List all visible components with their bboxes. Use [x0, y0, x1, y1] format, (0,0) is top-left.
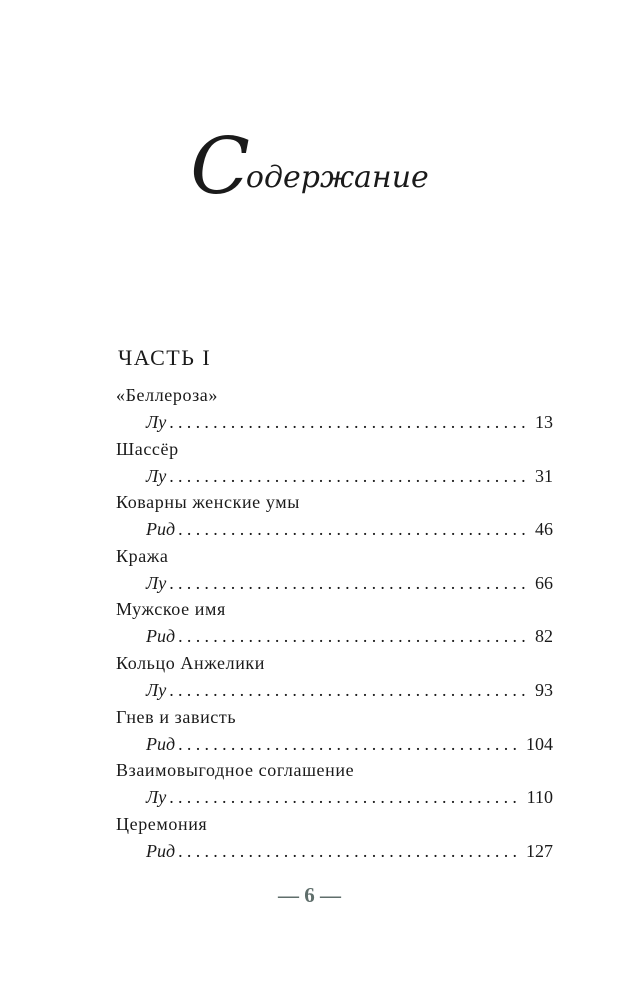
toc-entry — [116, 490, 553, 544]
narrator-name: Лу — [146, 572, 167, 593]
toc-entry — [116, 544, 553, 598]
narrator-name: Лу — [146, 465, 167, 486]
narrator-name: Рид — [146, 840, 176, 861]
chapter-line — [146, 623, 553, 649]
chapter-line — [146, 409, 553, 435]
chapter-line — [146, 677, 553, 703]
chapter-title: Коварны женские умы — [116, 492, 300, 513]
chapter-title: Кража — [116, 545, 169, 566]
page-folio: — 6 — — [278, 883, 341, 907]
page-title — [0, 122, 619, 212]
page-number: 104 — [526, 733, 553, 754]
page-number: 93 — [535, 679, 553, 700]
dot-leader — [169, 784, 516, 810]
chapter-line — [146, 516, 553, 542]
chapter-line — [146, 838, 553, 864]
title-text: одержание — [245, 160, 429, 195]
title-decorative-initial: С — [190, 122, 246, 212]
chapter-line — [146, 784, 553, 810]
toc-entry — [116, 383, 553, 437]
dot-leader — [169, 409, 525, 435]
dot-leader — [178, 623, 525, 649]
page-number: 127 — [526, 840, 553, 861]
chapter-title: Церемония — [116, 813, 208, 834]
narrator-name: Рид — [146, 519, 176, 540]
dot-leader — [169, 677, 525, 703]
narrator-name: Лу — [146, 787, 167, 808]
chapter-title: Гнев и зависть — [116, 706, 237, 727]
toc-entry — [116, 651, 553, 705]
dot-leader — [178, 731, 516, 757]
toc-entry — [116, 597, 553, 651]
narrator-name: Лу — [146, 412, 167, 432]
chapter-title: «Беллероза» — [116, 385, 218, 405]
narrator-name: Лу — [146, 679, 167, 700]
narrator-name: Рид — [146, 733, 176, 754]
page-number: 13 — [535, 412, 553, 432]
chapter-title: Мужское имя — [116, 599, 226, 620]
toc-entry — [116, 758, 553, 812]
dot-leader — [169, 570, 525, 596]
chapter-title: Взаимовыгодное соглашение — [116, 760, 355, 781]
page-number: 46 — [535, 519, 553, 540]
page-number: 110 — [526, 787, 553, 808]
page-number: 82 — [535, 626, 553, 647]
part-heading: ЧАСТЬ I — [118, 345, 212, 370]
toc-entry — [116, 705, 553, 759]
chapter-title: Шассёр — [116, 438, 179, 459]
toc-entry — [116, 812, 553, 866]
dot-leader — [178, 516, 525, 542]
chapter-title: Кольцо Анжелики — [116, 652, 266, 673]
chapter-line — [146, 463, 553, 489]
chapter-line — [146, 570, 553, 596]
toc-entry — [116, 437, 553, 491]
chapter-line — [146, 731, 553, 757]
table-of-contents — [116, 383, 553, 865]
dot-leader — [169, 463, 525, 489]
page-number: 66 — [535, 572, 553, 593]
narrator-name: Рид — [146, 626, 176, 647]
page-number: 31 — [535, 465, 553, 486]
dot-leader — [178, 838, 516, 864]
